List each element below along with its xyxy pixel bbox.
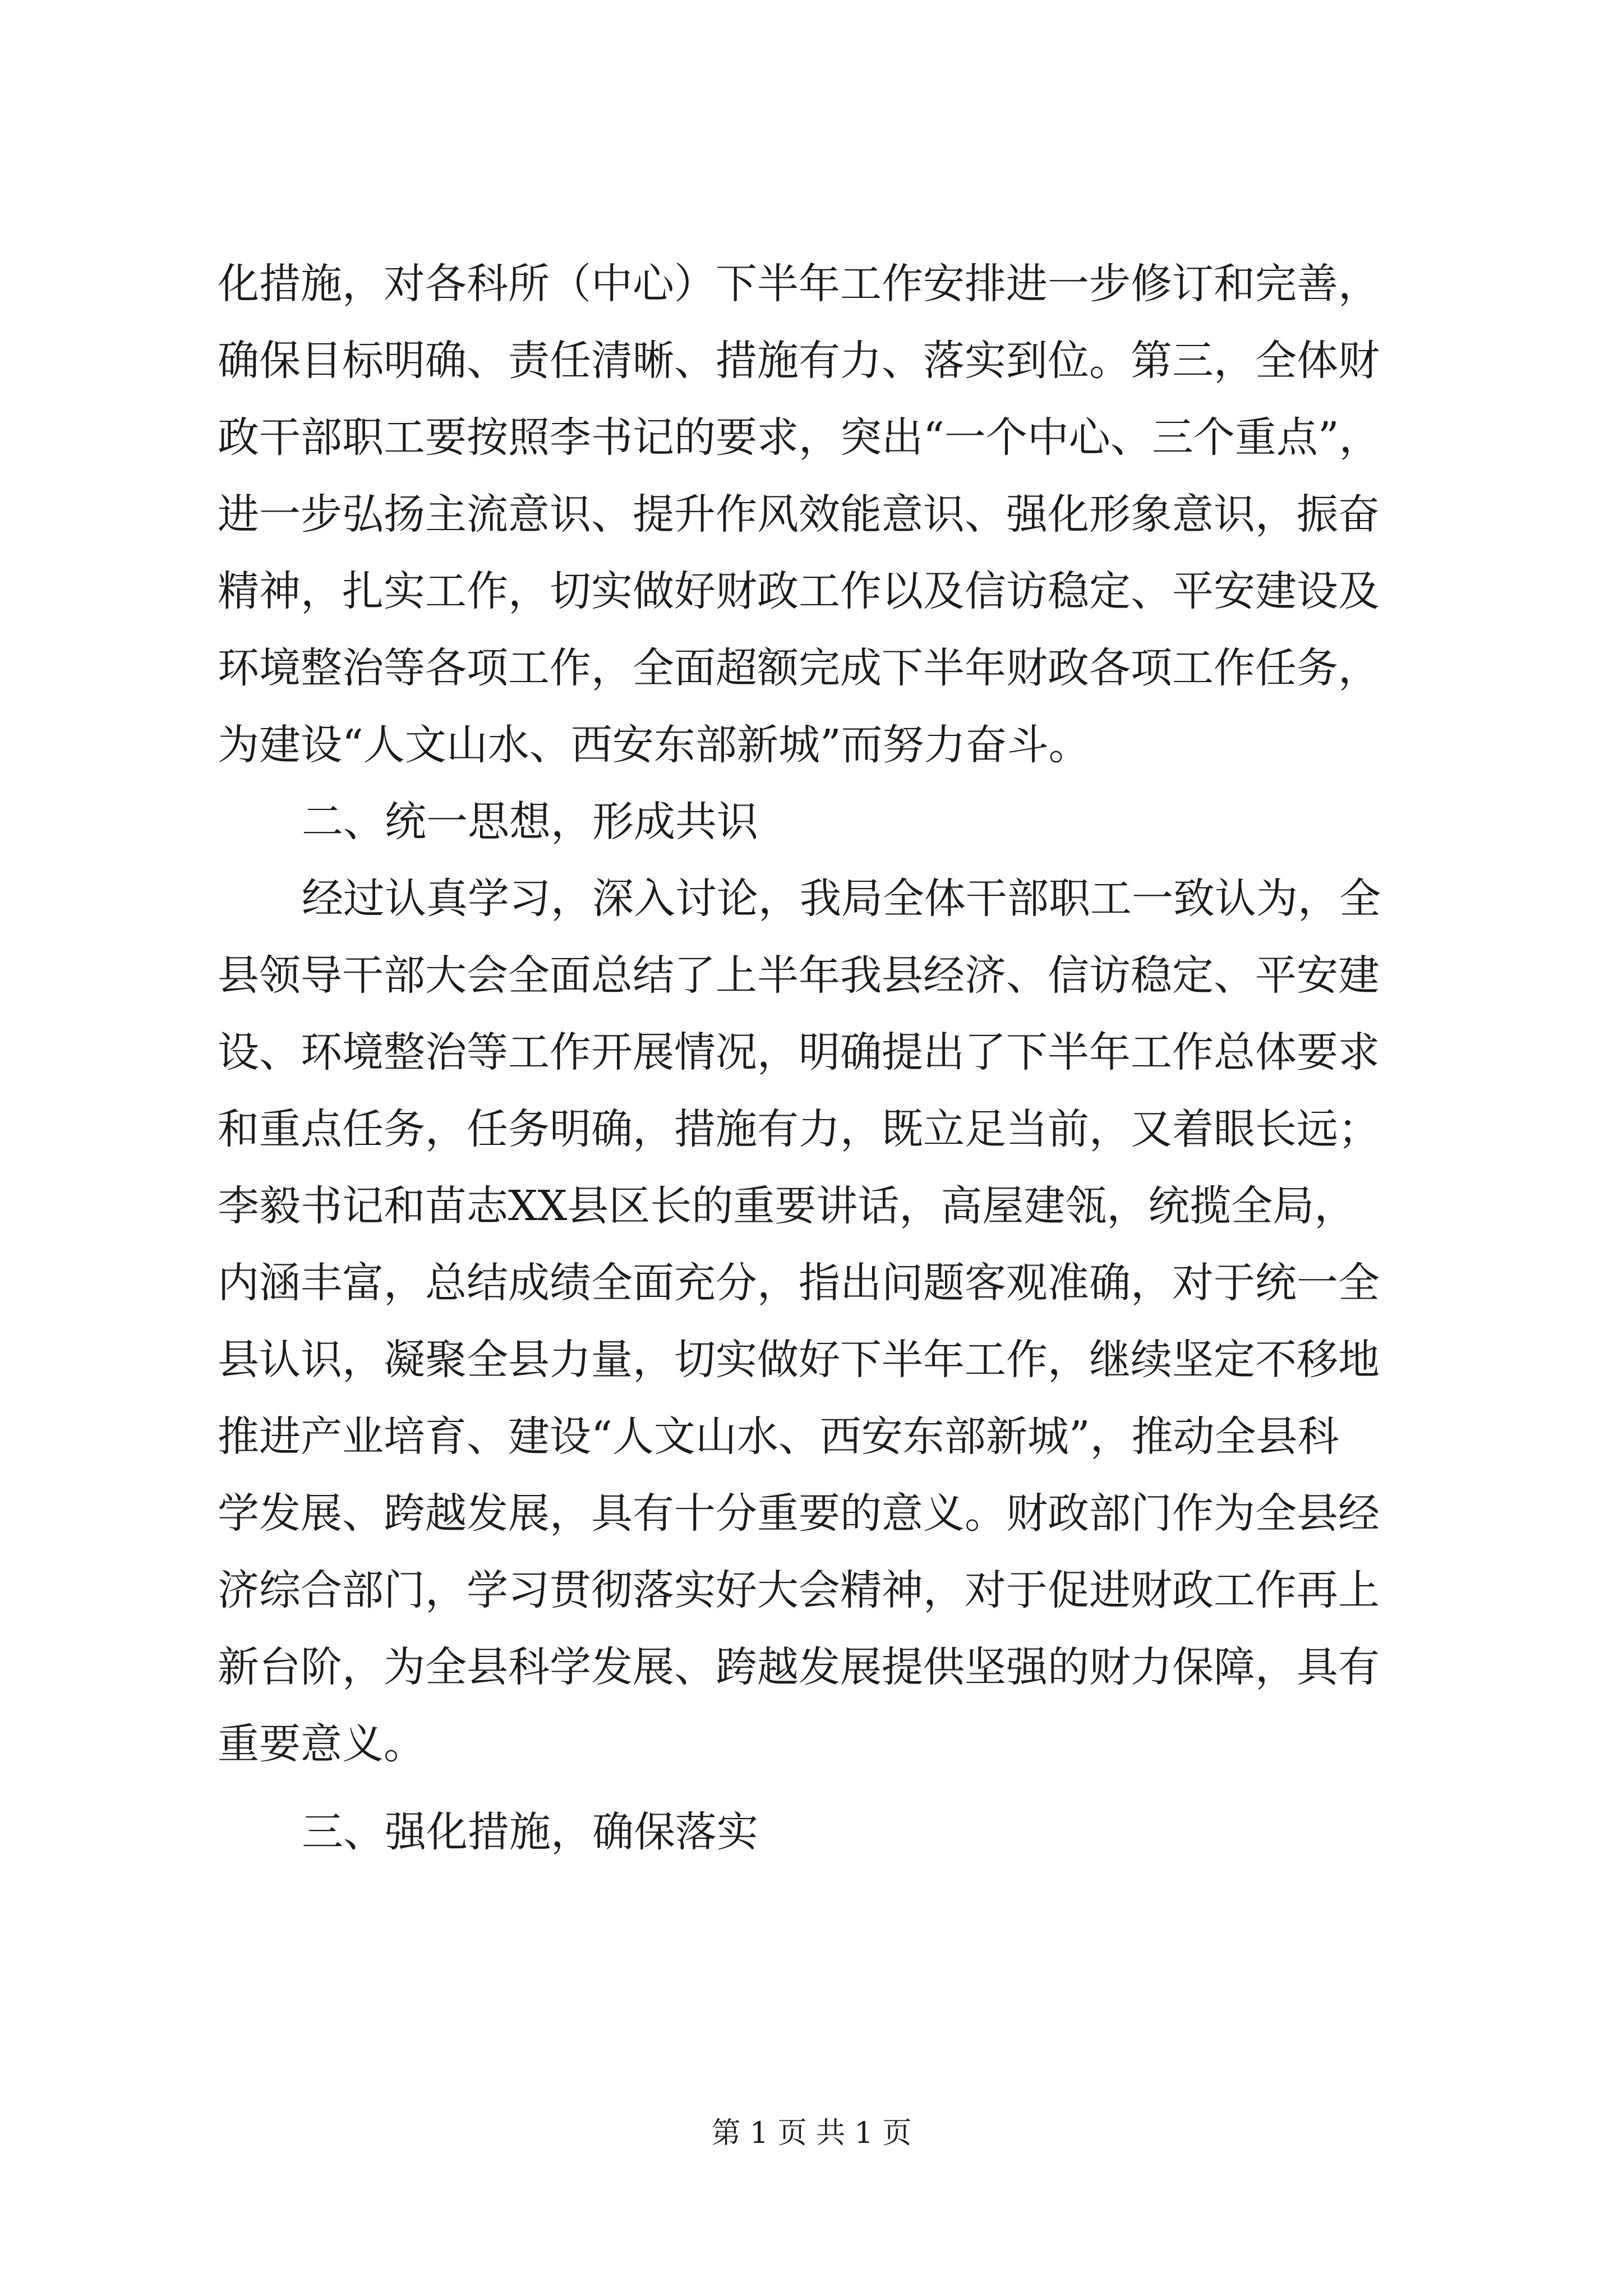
body-line: 县认识，凝聚全县力量，切实做好下半年工作，继续坚定不移地 (218, 1336, 1380, 1384)
body-line: 推进产业培育、建设“人文山水、西安东部新城”，推动全县科 (218, 1412, 1339, 1461)
body-line: 县领导干部大会全面总结了上半年我县经济、信访稳定、平安建 (218, 951, 1380, 1000)
body-line: 内涵丰富，总结成绩全面充分，指出问题客观准确，对于统一全 (218, 1259, 1380, 1307)
body-line: 环境整治等各项工作，全面超额完成下半年财政各项工作任务， (218, 644, 1380, 692)
body-line: 重要意义。 (218, 1720, 425, 1768)
body-line: 精神，扎实工作，切实做好财政工作以及信访稳定、平安建设及 (218, 567, 1380, 615)
document-body (218, 246, 1423, 1871)
section-heading-3: 三、强化措施，确保落实 (302, 1808, 758, 1856)
page-number-label: 第 1 页 共 1 页 (711, 2116, 912, 2150)
body-line: 为建设“人文山水、西安东部新城”而努力奋斗。 (218, 721, 1090, 769)
body-line: 确保目标明确、责任清晰、措施有力、落实到位。第三，全体财 (218, 337, 1380, 385)
section-gap (218, 1783, 1423, 1794)
body-line: 学发展、跨越发展，具有十分重要的意义。财政部门作为全县经 (218, 1489, 1380, 1538)
body-line: 进一步弘扬主流意识、提升作风效能意识、强化形象意识，振奋 (218, 490, 1380, 539)
paragraph-first-line: 经过认真学习，深入讨论，我局全体干部职工一致认为，全 (302, 875, 1381, 923)
body-line: 和重点任务，任务明确，措施有力，既立足当前，又着眼长远； (218, 1105, 1380, 1153)
body-line: 政干部职工要按照李书记的要求，突出“一个中心、三个重点”， (218, 413, 1381, 462)
page-footer (0, 2109, 1623, 2151)
body-line: 设、环境整治等工作开展情况，明确提出了下半年工作总体要求 (218, 1028, 1380, 1076)
section-heading-2: 二、统一思想，形成共识 (302, 798, 758, 846)
body-line: 新台阶，为全县科学发展、跨越发展提供坚强的财力保障，具有 (218, 1643, 1380, 1691)
body-line: 济综合部门，学习贯彻落实好大会精神，对于促进财政工作再上 (218, 1566, 1380, 1614)
body-line: 化措施，对各科所（中心）下半年工作安排进一步修订和完善， (218, 260, 1380, 308)
body-line: 李毅书记和苗志XX县区长的重要讲话，高屋建瓴，统揽全局， (218, 1182, 1356, 1230)
